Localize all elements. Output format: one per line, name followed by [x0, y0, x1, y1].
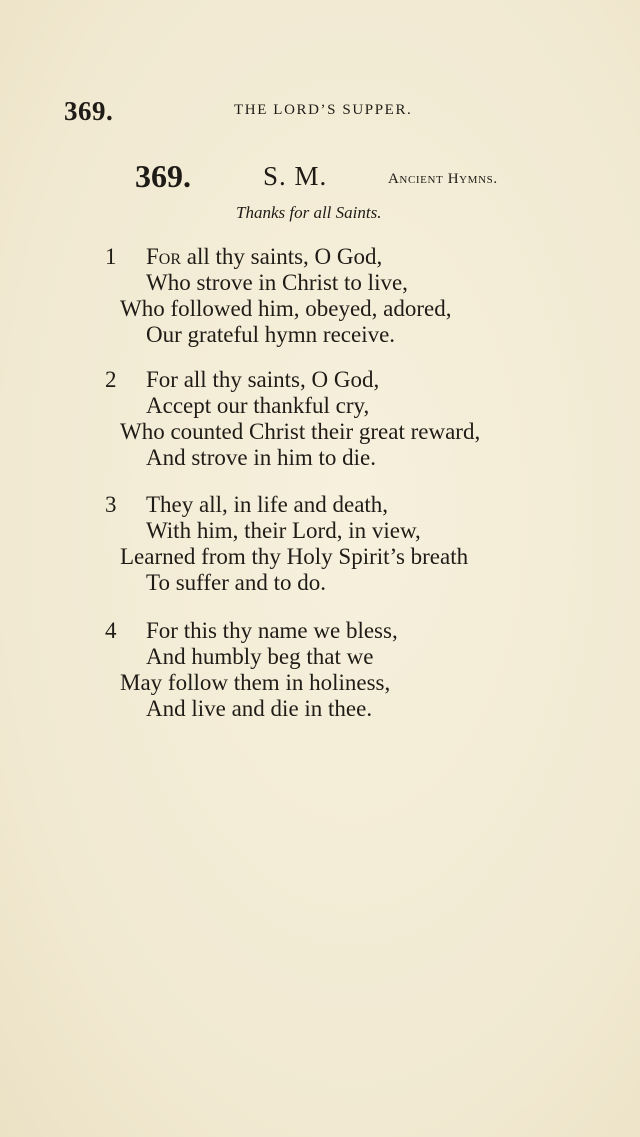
stanza-line	[146, 244, 382, 270]
stanza-line: And strove in him to die.	[146, 445, 376, 470]
first-word: For	[146, 244, 182, 269]
stanza-line: For all thy saints, O God,	[146, 367, 380, 392]
stanza-number: 4	[105, 618, 117, 643]
hymn-meter: S. M.	[263, 161, 328, 191]
hymn-number: 369.	[135, 158, 191, 194]
stanza-number: 3	[105, 492, 117, 517]
stanza-line: And humbly beg that we	[146, 644, 374, 669]
stanza-line: With him, their Lord, in view,	[146, 518, 421, 543]
stanza-line: For this thy name we bless,	[146, 618, 398, 643]
stanza-line: To suffer and to do.	[146, 570, 327, 595]
stanza-line: May follow them in holiness,	[120, 670, 391, 695]
stanza-line: They all, in life and death,	[146, 492, 389, 517]
running-title: THE LORD’S SUPPER.	[234, 102, 413, 118]
page-header	[62, 96, 582, 126]
stanza-line: Learned from thy Holy Spirit’s breath	[120, 544, 469, 569]
stanza-line: Accept our thankful cry,	[146, 393, 370, 418]
hymn-heading	[0, 158, 640, 198]
stanza-line: Who counted Christ their great reward,	[120, 419, 481, 444]
page-number: 369.	[64, 96, 114, 126]
hymn-source: Ancient Hymns.	[388, 171, 498, 187]
stanza-number: 1	[105, 244, 117, 269]
stanza-line: Who strove in Christ to live,	[146, 270, 408, 295]
line-text: all thy saints, O God,	[181, 244, 383, 269]
hymn-title: Thanks for all Saints.	[236, 203, 382, 222]
stanza-number: 2	[105, 367, 117, 392]
stanza-line: Who followed him, obeyed, adored,	[120, 296, 452, 321]
stanza-line: And live and die in thee.	[146, 696, 373, 721]
stanza-line: Our grateful hymn receive.	[146, 322, 396, 347]
